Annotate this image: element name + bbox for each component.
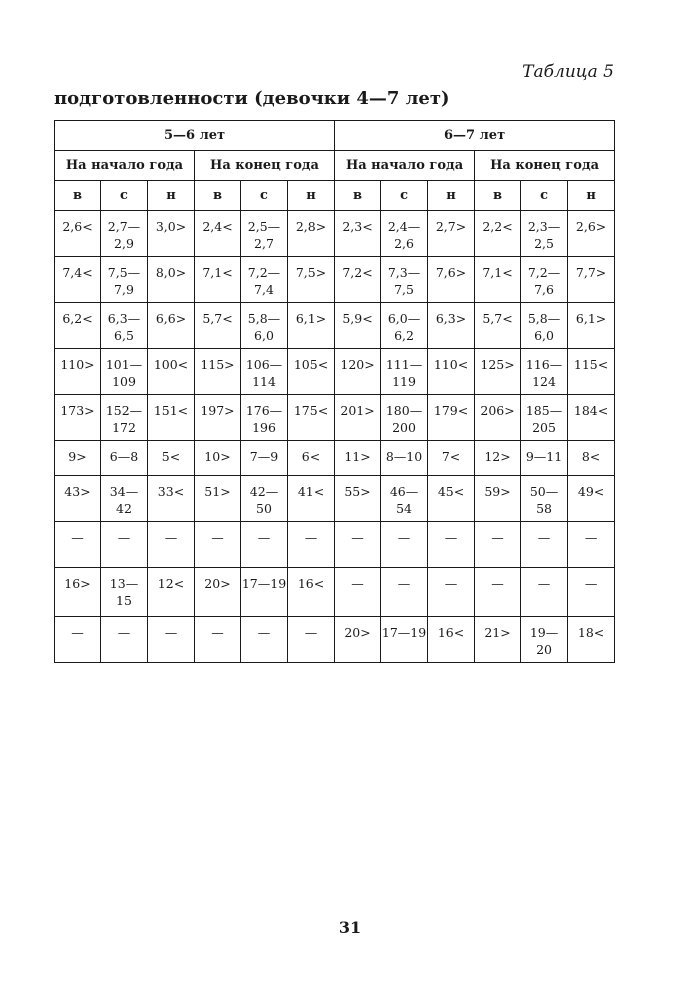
table-cell: 180— 200	[381, 395, 428, 441]
age-group-row	[55, 121, 615, 151]
table-cell: 21>	[475, 617, 521, 663]
table-cell: —	[475, 568, 521, 617]
level-header: в	[475, 181, 521, 211]
table-cell: 9>	[55, 441, 101, 476]
table-cell: —	[475, 522, 521, 568]
level-header: с	[521, 181, 568, 211]
table-cell: 2,4— 2,6	[381, 211, 428, 257]
table-cell: 206>	[475, 395, 521, 441]
table-cell: 151<	[148, 395, 195, 441]
table-cell: 101— 109	[101, 349, 148, 395]
table-cell: 6,1>	[568, 303, 615, 349]
table-cell: 7<	[428, 441, 475, 476]
table-cell: —	[428, 568, 475, 617]
table-cell: 34— 42	[101, 476, 148, 522]
table-cell: —	[335, 522, 381, 568]
table-cell: 5,8— 6,0	[521, 303, 568, 349]
table-cell: 7,7>	[568, 257, 615, 303]
period-header: На конец года	[195, 151, 335, 181]
level-header: н	[148, 181, 195, 211]
table-cell: 2,6<	[55, 211, 101, 257]
table-row	[55, 476, 615, 522]
table-cell: —	[148, 522, 195, 568]
table-cell: 179<	[428, 395, 475, 441]
table-cell: 105<	[288, 349, 335, 395]
level-header: с	[381, 181, 428, 211]
table-cell: 8<	[568, 441, 615, 476]
table-row	[55, 441, 615, 476]
table-cell: 7,3— 7,5	[381, 257, 428, 303]
level-header: н	[568, 181, 615, 211]
table-cell: 2,3<	[335, 211, 381, 257]
table-cell: 6<	[288, 441, 335, 476]
table-cell: —	[381, 568, 428, 617]
table-cell: 106— 114	[241, 349, 288, 395]
table-cell: —	[195, 522, 241, 568]
table-cell: —	[521, 522, 568, 568]
table-cell: 9—11	[521, 441, 568, 476]
table-cell: 197>	[195, 395, 241, 441]
level-header: в	[195, 181, 241, 211]
table-cell: 2,6>	[568, 211, 615, 257]
table-cell: 7,5>	[288, 257, 335, 303]
table-cell: 2,7>	[428, 211, 475, 257]
table-cell: 55>	[335, 476, 381, 522]
table-cell: 6,6>	[148, 303, 195, 349]
table-cell: —	[55, 617, 101, 663]
table-cell: 20>	[195, 568, 241, 617]
table-cell: 7,6>	[428, 257, 475, 303]
table-cell: 8,0>	[148, 257, 195, 303]
table-cell: 7,1<	[475, 257, 521, 303]
period-header: На начало года	[335, 151, 475, 181]
level-header: н	[428, 181, 475, 211]
table-cell: 59>	[475, 476, 521, 522]
level-row	[55, 181, 615, 211]
table-cell: 185— 205	[521, 395, 568, 441]
table-cell: 49<	[568, 476, 615, 522]
table-cell: —	[428, 522, 475, 568]
table-cell: 6—8	[101, 441, 148, 476]
age-group-header: 5—6 лет	[55, 121, 335, 151]
table-cell: 11>	[335, 441, 381, 476]
table-cell: —	[241, 522, 288, 568]
table-row	[55, 617, 615, 663]
period-header: На начало года	[55, 151, 195, 181]
table-cell: 43>	[55, 476, 101, 522]
table-cell: —	[148, 617, 195, 663]
table-body	[55, 211, 615, 663]
table-cell: —	[521, 568, 568, 617]
page-number: 31	[338, 918, 362, 937]
table-row	[55, 303, 615, 349]
table-cell: 46— 54	[381, 476, 428, 522]
table-cell: 201>	[335, 395, 381, 441]
table-cell: —	[568, 568, 615, 617]
table-cell: 2,2<	[475, 211, 521, 257]
table-cell: 16<	[428, 617, 475, 663]
table-cell: 110>	[55, 349, 101, 395]
age-group-header: 6—7 лет	[335, 121, 615, 151]
table-cell: 42— 50	[241, 476, 288, 522]
table-cell: 5,9<	[335, 303, 381, 349]
level-header: с	[241, 181, 288, 211]
table-cell: 19— 20	[521, 617, 568, 663]
table-heading: подготовленности (девочки 4—7 лет)	[54, 88, 450, 109]
table-cell: 184<	[568, 395, 615, 441]
table-cell: 5,8— 6,0	[241, 303, 288, 349]
table-cell: —	[335, 568, 381, 617]
table-row	[55, 211, 615, 257]
table-row	[55, 257, 615, 303]
table-cell: 13— 15	[101, 568, 148, 617]
table-cell: 120>	[335, 349, 381, 395]
table-cell: 10>	[195, 441, 241, 476]
table-cell: 7,5— 7,9	[101, 257, 148, 303]
table-cell: 8—10	[381, 441, 428, 476]
table-row	[55, 395, 615, 441]
table-cell: 176— 196	[241, 395, 288, 441]
table-cell: 12<	[148, 568, 195, 617]
table-cell: —	[381, 522, 428, 568]
table-cell: 7,2<	[335, 257, 381, 303]
table-cell: 152— 172	[101, 395, 148, 441]
table-cell: 173>	[55, 395, 101, 441]
level-header: в	[335, 181, 381, 211]
table-cell: 6,3— 6,5	[101, 303, 148, 349]
table-label: Таблица 5	[522, 62, 614, 82]
table-cell: 45<	[428, 476, 475, 522]
table-cell: 2,5— 2,7	[241, 211, 288, 257]
table-cell: 6,3>	[428, 303, 475, 349]
table-cell: 100<	[148, 349, 195, 395]
table-cell: —	[288, 522, 335, 568]
table-cell: 16>	[55, 568, 101, 617]
period-header: На конец года	[475, 151, 615, 181]
table-cell: 7,4<	[55, 257, 101, 303]
table-cell: 125>	[475, 349, 521, 395]
level-header: в	[55, 181, 101, 211]
period-row	[55, 151, 615, 181]
table-cell: 6,2<	[55, 303, 101, 349]
table-cell: 7—9	[241, 441, 288, 476]
table-cell: 6,0— 6,2	[381, 303, 428, 349]
table-cell: 7,2— 7,4	[241, 257, 288, 303]
table-cell: 20>	[335, 617, 381, 663]
table-cell: 5,7<	[195, 303, 241, 349]
table-row	[55, 522, 615, 568]
table-cell: 7,1<	[195, 257, 241, 303]
table-cell: —	[101, 617, 148, 663]
table-cell: 3,0>	[148, 211, 195, 257]
table-cell: 16<	[288, 568, 335, 617]
level-header: с	[101, 181, 148, 211]
table-cell: —	[55, 522, 101, 568]
table-cell: 111— 119	[381, 349, 428, 395]
table-cell: 51>	[195, 476, 241, 522]
table-cell: —	[241, 617, 288, 663]
table-cell: 115>	[195, 349, 241, 395]
table-cell: 2,7— 2,9	[101, 211, 148, 257]
table-cell: —	[288, 617, 335, 663]
level-header: н	[288, 181, 335, 211]
table-cell: 2,8>	[288, 211, 335, 257]
table-cell: 33<	[148, 476, 195, 522]
table-cell: 116— 124	[521, 349, 568, 395]
table-cell: —	[195, 617, 241, 663]
table-cell: 5<	[148, 441, 195, 476]
table-cell: 175<	[288, 395, 335, 441]
table-row	[55, 349, 615, 395]
table-cell: 2,4<	[195, 211, 241, 257]
table-cell: 41<	[288, 476, 335, 522]
table-cell: 7,2— 7,6	[521, 257, 568, 303]
table-cell: 6,1>	[288, 303, 335, 349]
table-cell: 110<	[428, 349, 475, 395]
table-cell: —	[101, 522, 148, 568]
table-cell: —	[568, 522, 615, 568]
table-cell: 50— 58	[521, 476, 568, 522]
norms-table	[54, 120, 615, 663]
table-cell: 12>	[475, 441, 521, 476]
table-cell: 17—19	[241, 568, 288, 617]
table-cell: 5,7<	[475, 303, 521, 349]
table-cell: 115<	[568, 349, 615, 395]
table-row	[55, 568, 615, 617]
table-cell: 18<	[568, 617, 615, 663]
table-cell: 17—19	[381, 617, 428, 663]
table-cell: 2,3— 2,5	[521, 211, 568, 257]
